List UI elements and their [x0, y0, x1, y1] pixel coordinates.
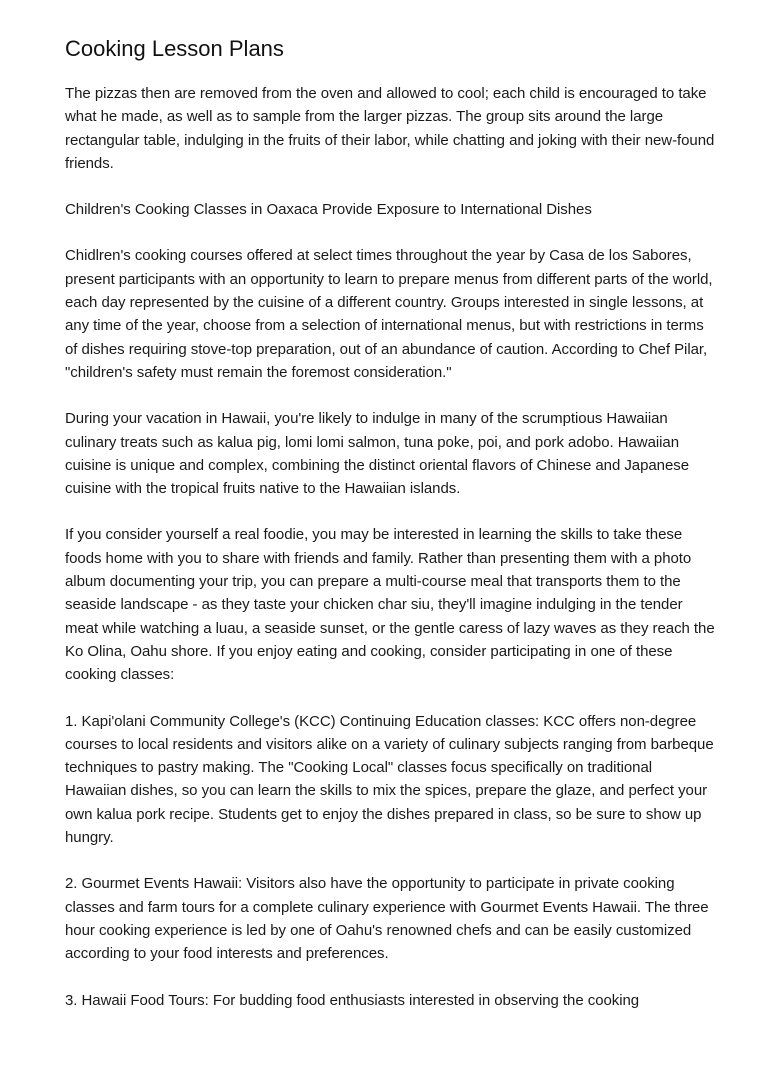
paragraph-hawaii-vacation: During your vacation in Hawaii, you're likely to indulge in many of the scrumptious Hawaiian culinary treats such as kalua pig, lomi lomi salmon, tuna poke, poi, and pork adobo. Hawaiian cuisine is unique and complex, combining the distinct oriental flavors of Chinese and Japanese cuisine with the tropical fruits native to the Hawaiian islands. [65, 410, 690, 498]
document-page [65, 36, 715, 1035]
list-item-food-tours: 3. Hawaii Food Tours: For budding food enthusiasts interested in observing the cooking [65, 991, 640, 1009]
section-heading-oaxaca: Children's Cooking Classes in Oaxaca Provide Exposure to International Dishes [65, 201, 592, 219]
paragraph-casa-de-los-sabores: Chidlren's cooking courses offered at select times throughout the year by Casa de los Sabores, present participants with an opportunity to learn to prepare menus from different parts of the world, each day represented by the cuisine of a different country. Groups interested in single lessons, at any time of the year, choose from a selection of international menus, but with restrictions in terms of dishes requiring stove-top preparation, out of an abundance of caution. According to Chef Pilar, "children's safety must remain the foremost consideration." [65, 247, 713, 381]
paragraph-foodie: If you consider yourself a real foodie, you may be interested in learning the skills to take these foods home with you to share with friends and family. Rather than presenting them with a photo album documenting your trip, you can prepare a multi-course meal that transports them to the seaside landscape - as they taste your chicken char siu, they'll imagine indulging in the tender meat while watching a luau, a seaside sunset, or the gentle caress of lazy waves as they reach the Ko Olina, Oahu shore. If you enjoy eating and cooking, consider participating in one of these cooking classes: [65, 526, 715, 684]
page-title: Cooking Lesson Plans [65, 36, 284, 61]
list-item-gourmet-events: 2. Gourmet Events Hawaii: Visitors also have the opportunity to participate in private cooking classes and farm tours for a complete culinary experience with Gourmet Events Hawaii. The three hour cooking experience is led by one of Oahu's renowned chefs and can be easily customized according to your food interests and preferences. [65, 875, 709, 963]
paragraph-pizzas: The pizzas then are removed from the oven and allowed to cool; each child is encouraged to take what he made, as well as to sample from the larger pizzas. The group sits around the large rectangular table, indulging in the fruits of their labor, while chatting and joking with their new-found friends. [65, 85, 715, 172]
list-item-kcc: 1. Kapi'olani Community College's (KCC) Continuing Education classes: KCC offers non-degree courses to local residents and visitors alike on a variety of culinary subjects ranging from barbeque techniques to pastry making. The "Cooking Local" classes focus specifically on traditional Hawaiian dishes, so you can learn the skills to mix the spices, prepare the glaze, and perfect your own kalua pork recipe. Students get to enjoy the dishes prepared in class, so be sure to show up hungry. [65, 712, 714, 847]
